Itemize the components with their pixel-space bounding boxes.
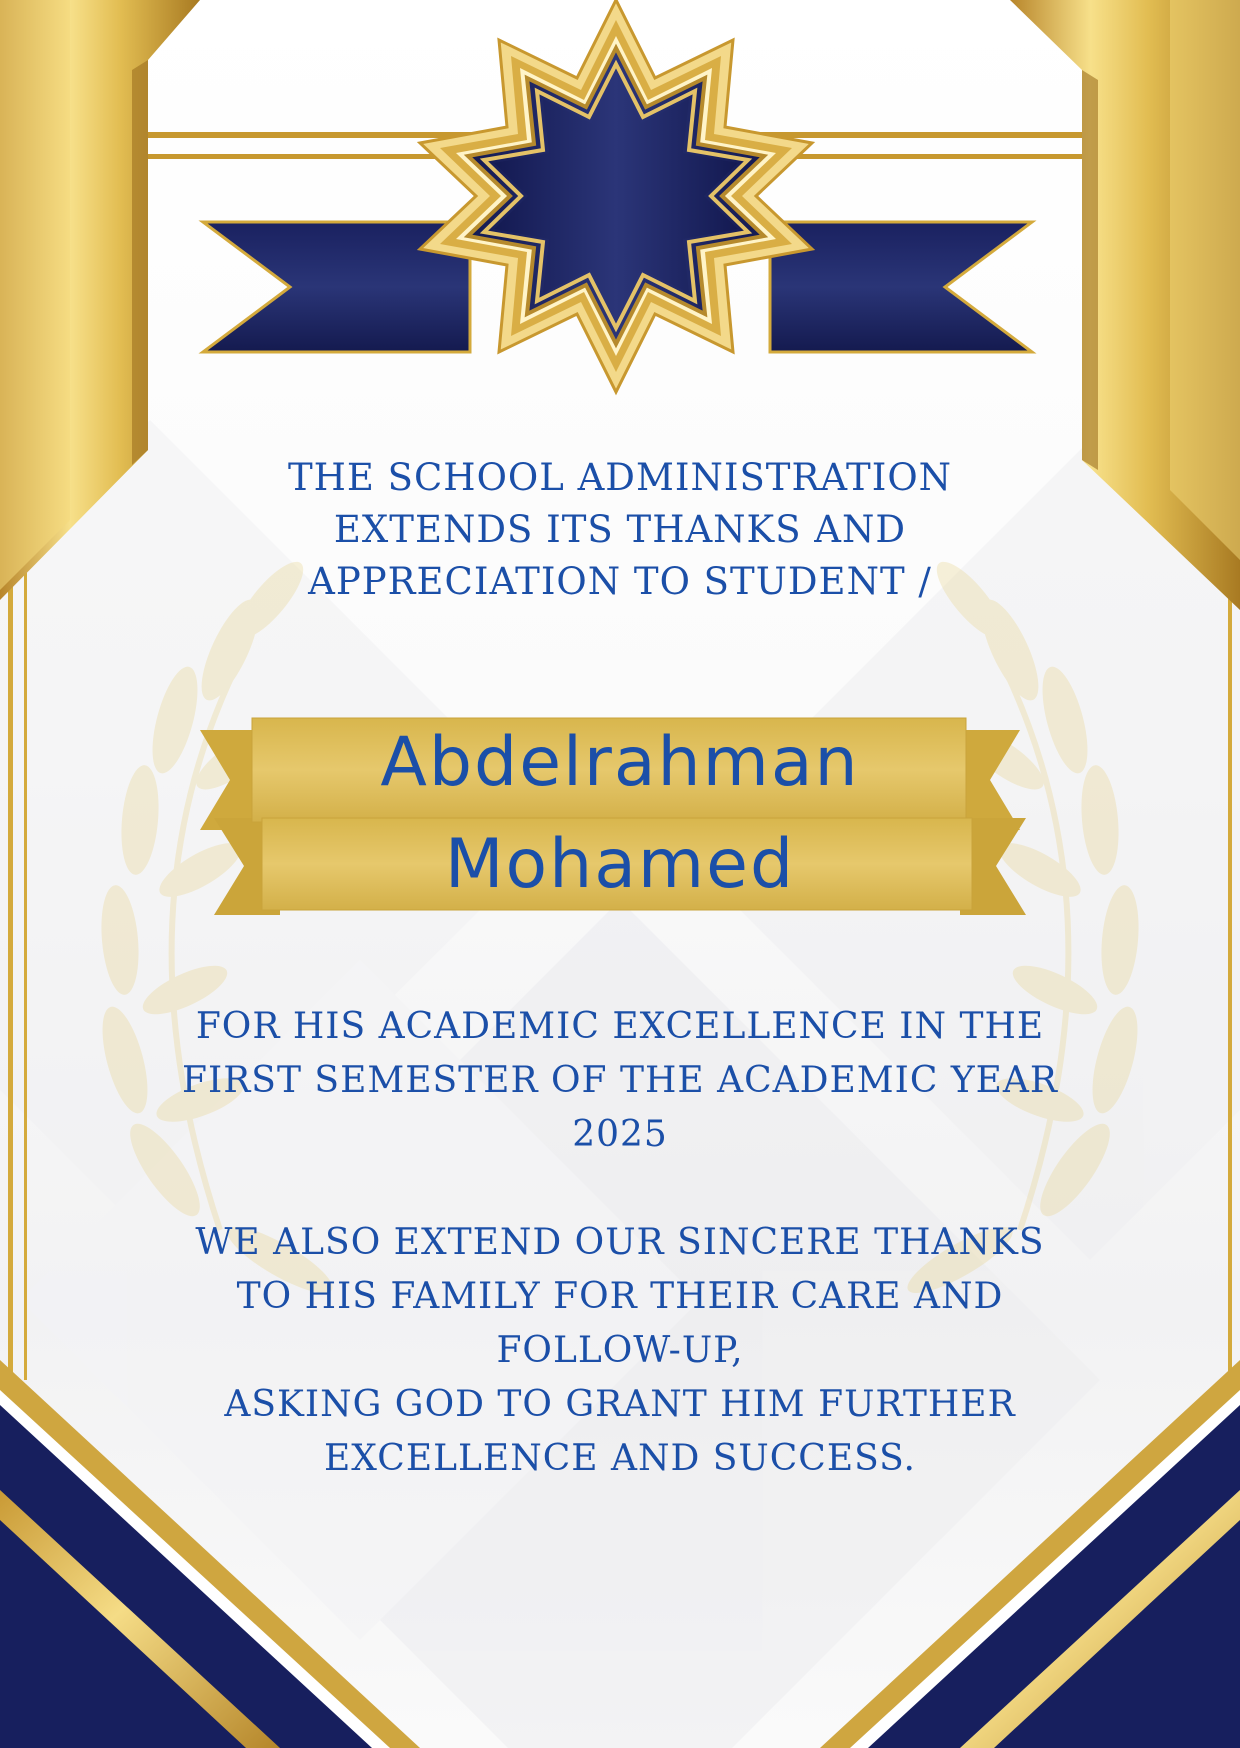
seal-badge bbox=[420, 0, 812, 392]
student-name bbox=[0, 712, 1240, 916]
student-name-line: Abdelrahman bbox=[380, 723, 860, 802]
student-name-line: Mohamed bbox=[444, 825, 796, 904]
reason-line: 2025 bbox=[572, 1114, 668, 1155]
closing-line: WE ALSO EXTEND OUR SINCERE THANKS bbox=[195, 1222, 1045, 1263]
intro-line: APPRECIATION TO STUDENT / bbox=[308, 560, 932, 603]
reason-line: FIRST SEMESTER OF THE ACADEMIC YEAR bbox=[182, 1060, 1058, 1101]
intro-paragraph bbox=[0, 452, 1240, 608]
reason-line: FOR HIS ACADEMIC EXCELLENCE IN THE bbox=[195, 1006, 1045, 1047]
closing-line: EXCELLENCE AND SUCCESS. bbox=[324, 1438, 916, 1479]
intro-line: THE SCHOOL ADMINISTRATION bbox=[287, 456, 953, 499]
intro-line: EXTENDS ITS THANKS AND bbox=[333, 508, 907, 551]
closing-line: FOLLOW-UP, bbox=[496, 1330, 744, 1371]
closing-line: ASKING GOD TO GRANT HIM FURTHER bbox=[224, 1384, 1016, 1425]
closing-line: TO HIS FAMILY FOR THEIR CARE AND bbox=[236, 1276, 1004, 1317]
closing-paragraph bbox=[0, 1216, 1240, 1486]
reason-paragraph bbox=[0, 1000, 1240, 1162]
